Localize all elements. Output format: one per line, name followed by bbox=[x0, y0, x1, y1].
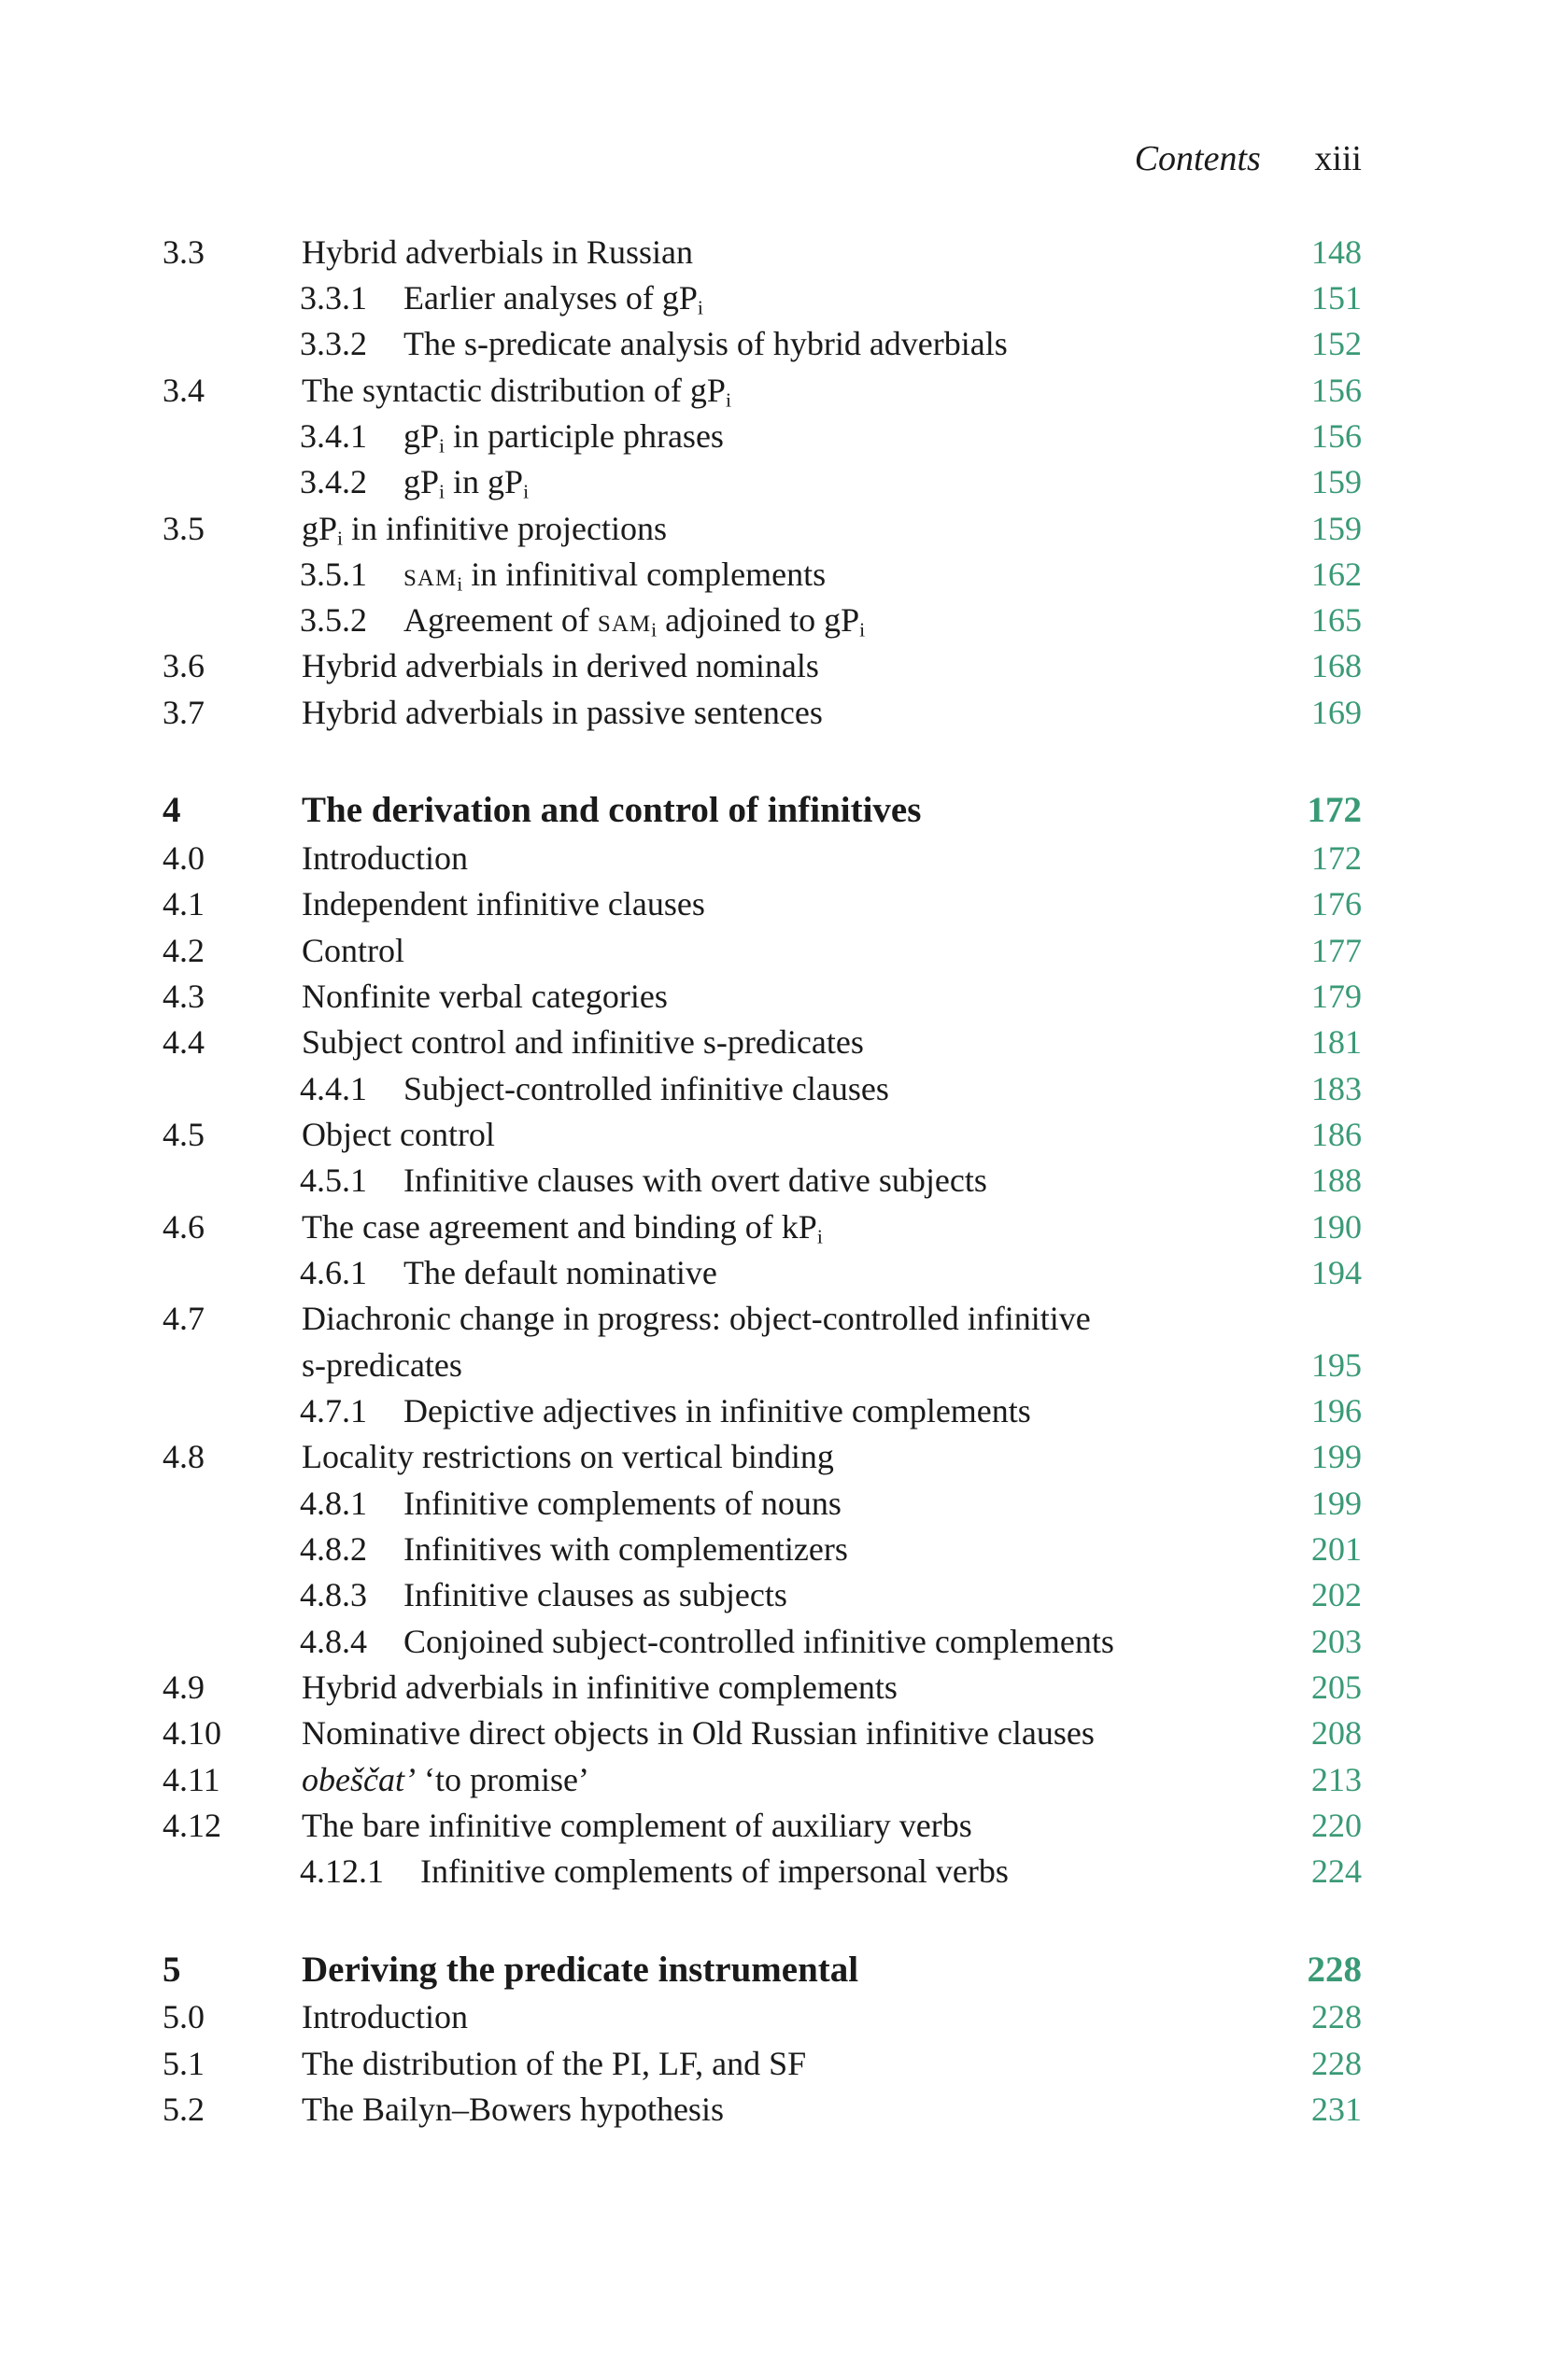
toc-entry-4-11[interactable] bbox=[0, 1756, 1542, 1803]
section-number: 5.2 bbox=[163, 2091, 205, 2128]
running-header-title: Contents bbox=[1134, 139, 1261, 178]
toc-entry-4-3[interactable] bbox=[0, 973, 1542, 1020]
section-title: Nominative direct objects in Old Russian infinitive clauses bbox=[302, 1714, 1095, 1752]
subsection-number: 4.12.1 bbox=[300, 1852, 384, 1890]
section-number: 3.4 bbox=[163, 372, 205, 409]
toc-entry-4-12-1[interactable] bbox=[0, 1848, 1542, 1894]
section-number: 4.9 bbox=[163, 1669, 205, 1706]
page-number: 169 bbox=[1311, 694, 1362, 731]
subsection-number: 4.8.1 bbox=[300, 1485, 367, 1522]
page-number: 159 bbox=[1311, 463, 1362, 500]
page-number: 172 bbox=[1311, 839, 1362, 877]
section-title: Locality restrictions on vertical binding bbox=[302, 1438, 834, 1475]
page-number: 196 bbox=[1311, 1392, 1362, 1429]
page-number: 159 bbox=[1311, 510, 1362, 547]
page-number: 152 bbox=[1311, 325, 1362, 362]
toc-entry-4-5-1[interactable] bbox=[0, 1157, 1542, 1204]
toc-entry-4-6[interactable] bbox=[0, 1204, 1542, 1250]
toc-entry-3-3[interactable] bbox=[0, 229, 1542, 275]
toc-entry-5-2[interactable] bbox=[0, 2086, 1542, 2133]
page-number: 203 bbox=[1311, 1623, 1362, 1660]
section-title: The case agreement and binding of $kP_i$ bbox=[302, 1208, 823, 1248]
toc-entry-3-4-1[interactable] bbox=[0, 413, 1542, 459]
section-number: 4.1 bbox=[163, 885, 205, 922]
subsection-title: Infinitive clauses with overt dative subjects bbox=[403, 1162, 987, 1199]
page-number: 195 bbox=[1311, 1346, 1362, 1384]
toc-entry-4-8-4[interactable] bbox=[0, 1618, 1542, 1665]
toc-entry-4-7-continued[interactable] bbox=[0, 1342, 1542, 1388]
section-title: obeščat’ ‘to promise’ bbox=[302, 1761, 589, 1798]
section-number: 4.8 bbox=[163, 1438, 205, 1475]
subsection-number: 4.8.2 bbox=[300, 1530, 367, 1568]
subsection-title: The s-predicate analysis of hybrid adverbials bbox=[403, 325, 1008, 362]
toc-entry-4-0[interactable] bbox=[0, 835, 1542, 881]
subsection-title: $gP_i$ in $gP_i$ bbox=[403, 463, 530, 503]
toc-entry-3-5[interactable] bbox=[0, 505, 1542, 552]
section-number: 5.1 bbox=[163, 2045, 205, 2082]
page-number: 231 bbox=[1311, 2091, 1362, 2128]
subsection-number: 4.5.1 bbox=[300, 1162, 367, 1199]
toc-entry-4-10[interactable] bbox=[0, 1710, 1542, 1756]
toc-entry-4-7[interactable] bbox=[0, 1295, 1542, 1342]
section-title: The distribution of the PI, LF, and SF bbox=[302, 2045, 807, 2082]
toc-entry-4-8-1[interactable] bbox=[0, 1480, 1542, 1527]
chapter-number: 5 bbox=[163, 1950, 181, 1990]
page-number: 168 bbox=[1311, 647, 1362, 684]
toc-entry-3-5-1[interactable] bbox=[0, 551, 1542, 598]
page-number: 186 bbox=[1311, 1116, 1362, 1153]
toc-entry-4-4[interactable] bbox=[0, 1019, 1542, 1065]
subsection-title: Earlier analyses of $gP_i$ bbox=[403, 279, 703, 319]
section-title: Hybrid adverbials in passive sentences bbox=[302, 694, 823, 731]
page-number: 201 bbox=[1311, 1530, 1362, 1568]
page-number: 176 bbox=[1311, 885, 1362, 922]
subsection-number: 4.4.1 bbox=[300, 1070, 367, 1107]
page-number: 183 bbox=[1311, 1070, 1362, 1107]
subsection-number: 3.5.1 bbox=[300, 556, 367, 593]
subsection-number: 4.8.4 bbox=[300, 1623, 367, 1660]
subsection-title: Agreement of sam$_i$ adjoined to $gP_i$ bbox=[403, 601, 866, 641]
page-number: 228 bbox=[1311, 2045, 1362, 2082]
page-number: 208 bbox=[1311, 1714, 1362, 1752]
section-title: Object control bbox=[302, 1116, 495, 1153]
toc-entry-3-7[interactable] bbox=[0, 689, 1542, 736]
toc-entry-4-7-1[interactable] bbox=[0, 1387, 1542, 1434]
toc-entry-5-0[interactable] bbox=[0, 1993, 1542, 2040]
running-header-page-number: xiii bbox=[1314, 139, 1362, 178]
subsection-number: 3.5.2 bbox=[300, 601, 367, 639]
toc-entry-3-3-2[interactable] bbox=[0, 320, 1542, 367]
section-number: 4.3 bbox=[163, 978, 205, 1015]
page-number: 162 bbox=[1311, 556, 1362, 593]
page-number: 172 bbox=[1307, 790, 1362, 830]
section-title: The Bailyn–Bowers hypothesis bbox=[302, 2091, 724, 2128]
toc-entry-4-1[interactable] bbox=[0, 880, 1542, 927]
toc-entry-5-1[interactable] bbox=[0, 2040, 1542, 2087]
section-title: Introduction bbox=[302, 839, 468, 877]
toc-entry-4-5[interactable] bbox=[0, 1111, 1542, 1158]
chapter-title: The derivation and control of infinitives bbox=[302, 790, 922, 830]
subsection-title: Infinitive clauses as subjects bbox=[403, 1576, 787, 1613]
subsection-number: 3.4.2 bbox=[300, 463, 367, 500]
page-number: 190 bbox=[1311, 1208, 1362, 1246]
section-title: Hybrid adverbials in Russian bbox=[302, 233, 693, 271]
page-number: 228 bbox=[1307, 1950, 1362, 1990]
subsection-number: 3.3.1 bbox=[300, 279, 367, 317]
toc-entry-3-4[interactable] bbox=[0, 367, 1542, 414]
page-number: 179 bbox=[1311, 978, 1362, 1015]
toc-entry-4-2[interactable] bbox=[0, 927, 1542, 974]
section-number: 4.4 bbox=[163, 1023, 205, 1061]
section-title: The bare infinitive complement of auxiliary verbs bbox=[302, 1807, 972, 1844]
page-number: 213 bbox=[1311, 1761, 1362, 1798]
page-number: 220 bbox=[1311, 1807, 1362, 1844]
section-title: $gP_i$ in infinitive projections bbox=[302, 510, 667, 550]
section-number: 5.0 bbox=[163, 1998, 205, 2035]
toc-entry-3-5-2[interactable] bbox=[0, 597, 1542, 643]
page-number: 151 bbox=[1311, 279, 1362, 317]
section-title: Nonfinite verbal categories bbox=[302, 978, 668, 1015]
section-title: Subject control and infinitive s-predicates bbox=[302, 1023, 864, 1061]
toc-chapter-5[interactable] bbox=[0, 1947, 1542, 1993]
subsection-title: sam$_i$ in infinitival complements bbox=[403, 556, 827, 596]
section-title-continuation: s-predicates bbox=[302, 1346, 462, 1384]
section-number: 4.5 bbox=[163, 1116, 205, 1153]
section-title: Hybrid adverbials in infinitive complements bbox=[302, 1669, 898, 1706]
section-number: 3.6 bbox=[163, 647, 205, 684]
subsection-number: 4.8.3 bbox=[300, 1576, 367, 1613]
page-number: 177 bbox=[1311, 932, 1362, 969]
page-number: 205 bbox=[1311, 1669, 1362, 1706]
page-number: 156 bbox=[1311, 417, 1362, 455]
page-number: 148 bbox=[1311, 233, 1362, 271]
toc-entry-4-12[interactable] bbox=[0, 1802, 1542, 1849]
subsection-number: 3.3.2 bbox=[300, 325, 367, 362]
page-number: 188 bbox=[1311, 1162, 1362, 1199]
subsection-title: Conjoined subject-controlled infinitive complements bbox=[403, 1623, 1114, 1660]
page-number: 194 bbox=[1311, 1254, 1362, 1291]
page-number: 199 bbox=[1311, 1438, 1362, 1475]
page-number: 199 bbox=[1311, 1485, 1362, 1522]
page-number: 228 bbox=[1311, 1998, 1362, 2035]
subsection-title: The default nominative bbox=[403, 1254, 717, 1291]
subsection-title: Infinitive complements of nouns bbox=[403, 1485, 842, 1522]
page-number: 181 bbox=[1311, 1023, 1362, 1061]
chapter-title: Deriving the predicate instrumental bbox=[302, 1950, 859, 1990]
section-number: 4.12 bbox=[163, 1807, 221, 1844]
toc-entry-3-4-2[interactable] bbox=[0, 458, 1542, 505]
subsection-number: 4.7.1 bbox=[300, 1392, 367, 1429]
subsection-title: $gP_i$ in participle phrases bbox=[403, 417, 724, 458]
subsection-title: Infinitives with complementizers bbox=[403, 1530, 848, 1568]
page-number: 224 bbox=[1311, 1852, 1362, 1890]
section-title: Diachronic change in progress: object-controlled infinitive bbox=[302, 1300, 1091, 1337]
section-title: Control bbox=[302, 932, 405, 969]
page-number: 202 bbox=[1311, 1576, 1362, 1613]
section-number: 4.10 bbox=[163, 1714, 221, 1752]
section-number: 3.3 bbox=[163, 233, 205, 271]
subsection-number: 3.4.1 bbox=[300, 417, 367, 455]
section-number: 3.5 bbox=[163, 510, 205, 547]
section-number: 4.2 bbox=[163, 932, 205, 969]
page-number: 165 bbox=[1311, 601, 1362, 639]
chapter-number: 4 bbox=[163, 790, 181, 830]
toc-entry-4-9[interactable] bbox=[0, 1664, 1542, 1711]
section-title: Hybrid adverbials in derived nominals bbox=[302, 647, 819, 684]
toc-entry-3-6[interactable] bbox=[0, 642, 1542, 689]
subsection-title: Subject-controlled infinitive clauses bbox=[403, 1070, 889, 1107]
toc-entry-4-8-2[interactable] bbox=[0, 1526, 1542, 1572]
section-title: The syntactic distribution of $gP_i$ bbox=[302, 372, 731, 412]
toc-entry-4-4-1[interactable] bbox=[0, 1065, 1542, 1112]
section-title: Introduction bbox=[302, 1998, 468, 2035]
section-number: 3.7 bbox=[163, 694, 205, 731]
toc-entry-4-8[interactable] bbox=[0, 1433, 1542, 1480]
toc-entry-4-8-3[interactable] bbox=[0, 1571, 1542, 1618]
subsection-number: 4.6.1 bbox=[300, 1254, 367, 1291]
toc-entry-3-3-1[interactable] bbox=[0, 275, 1542, 321]
subsection-title: Depictive adjectives in infinitive complements bbox=[403, 1392, 1031, 1429]
section-number: 4.0 bbox=[163, 839, 205, 877]
section-number: 4.6 bbox=[163, 1208, 205, 1246]
subsection-title: Infinitive complements of impersonal verbs bbox=[420, 1852, 1009, 1890]
toc-entry-4-6-1[interactable] bbox=[0, 1249, 1542, 1296]
section-title: Independent infinitive clauses bbox=[302, 885, 705, 922]
toc-chapter-4[interactable] bbox=[0, 787, 1542, 834]
section-number: 4.11 bbox=[163, 1761, 220, 1798]
section-number: 4.7 bbox=[163, 1300, 205, 1337]
page-number: 156 bbox=[1311, 372, 1362, 409]
running-header bbox=[1135, 138, 1362, 179]
